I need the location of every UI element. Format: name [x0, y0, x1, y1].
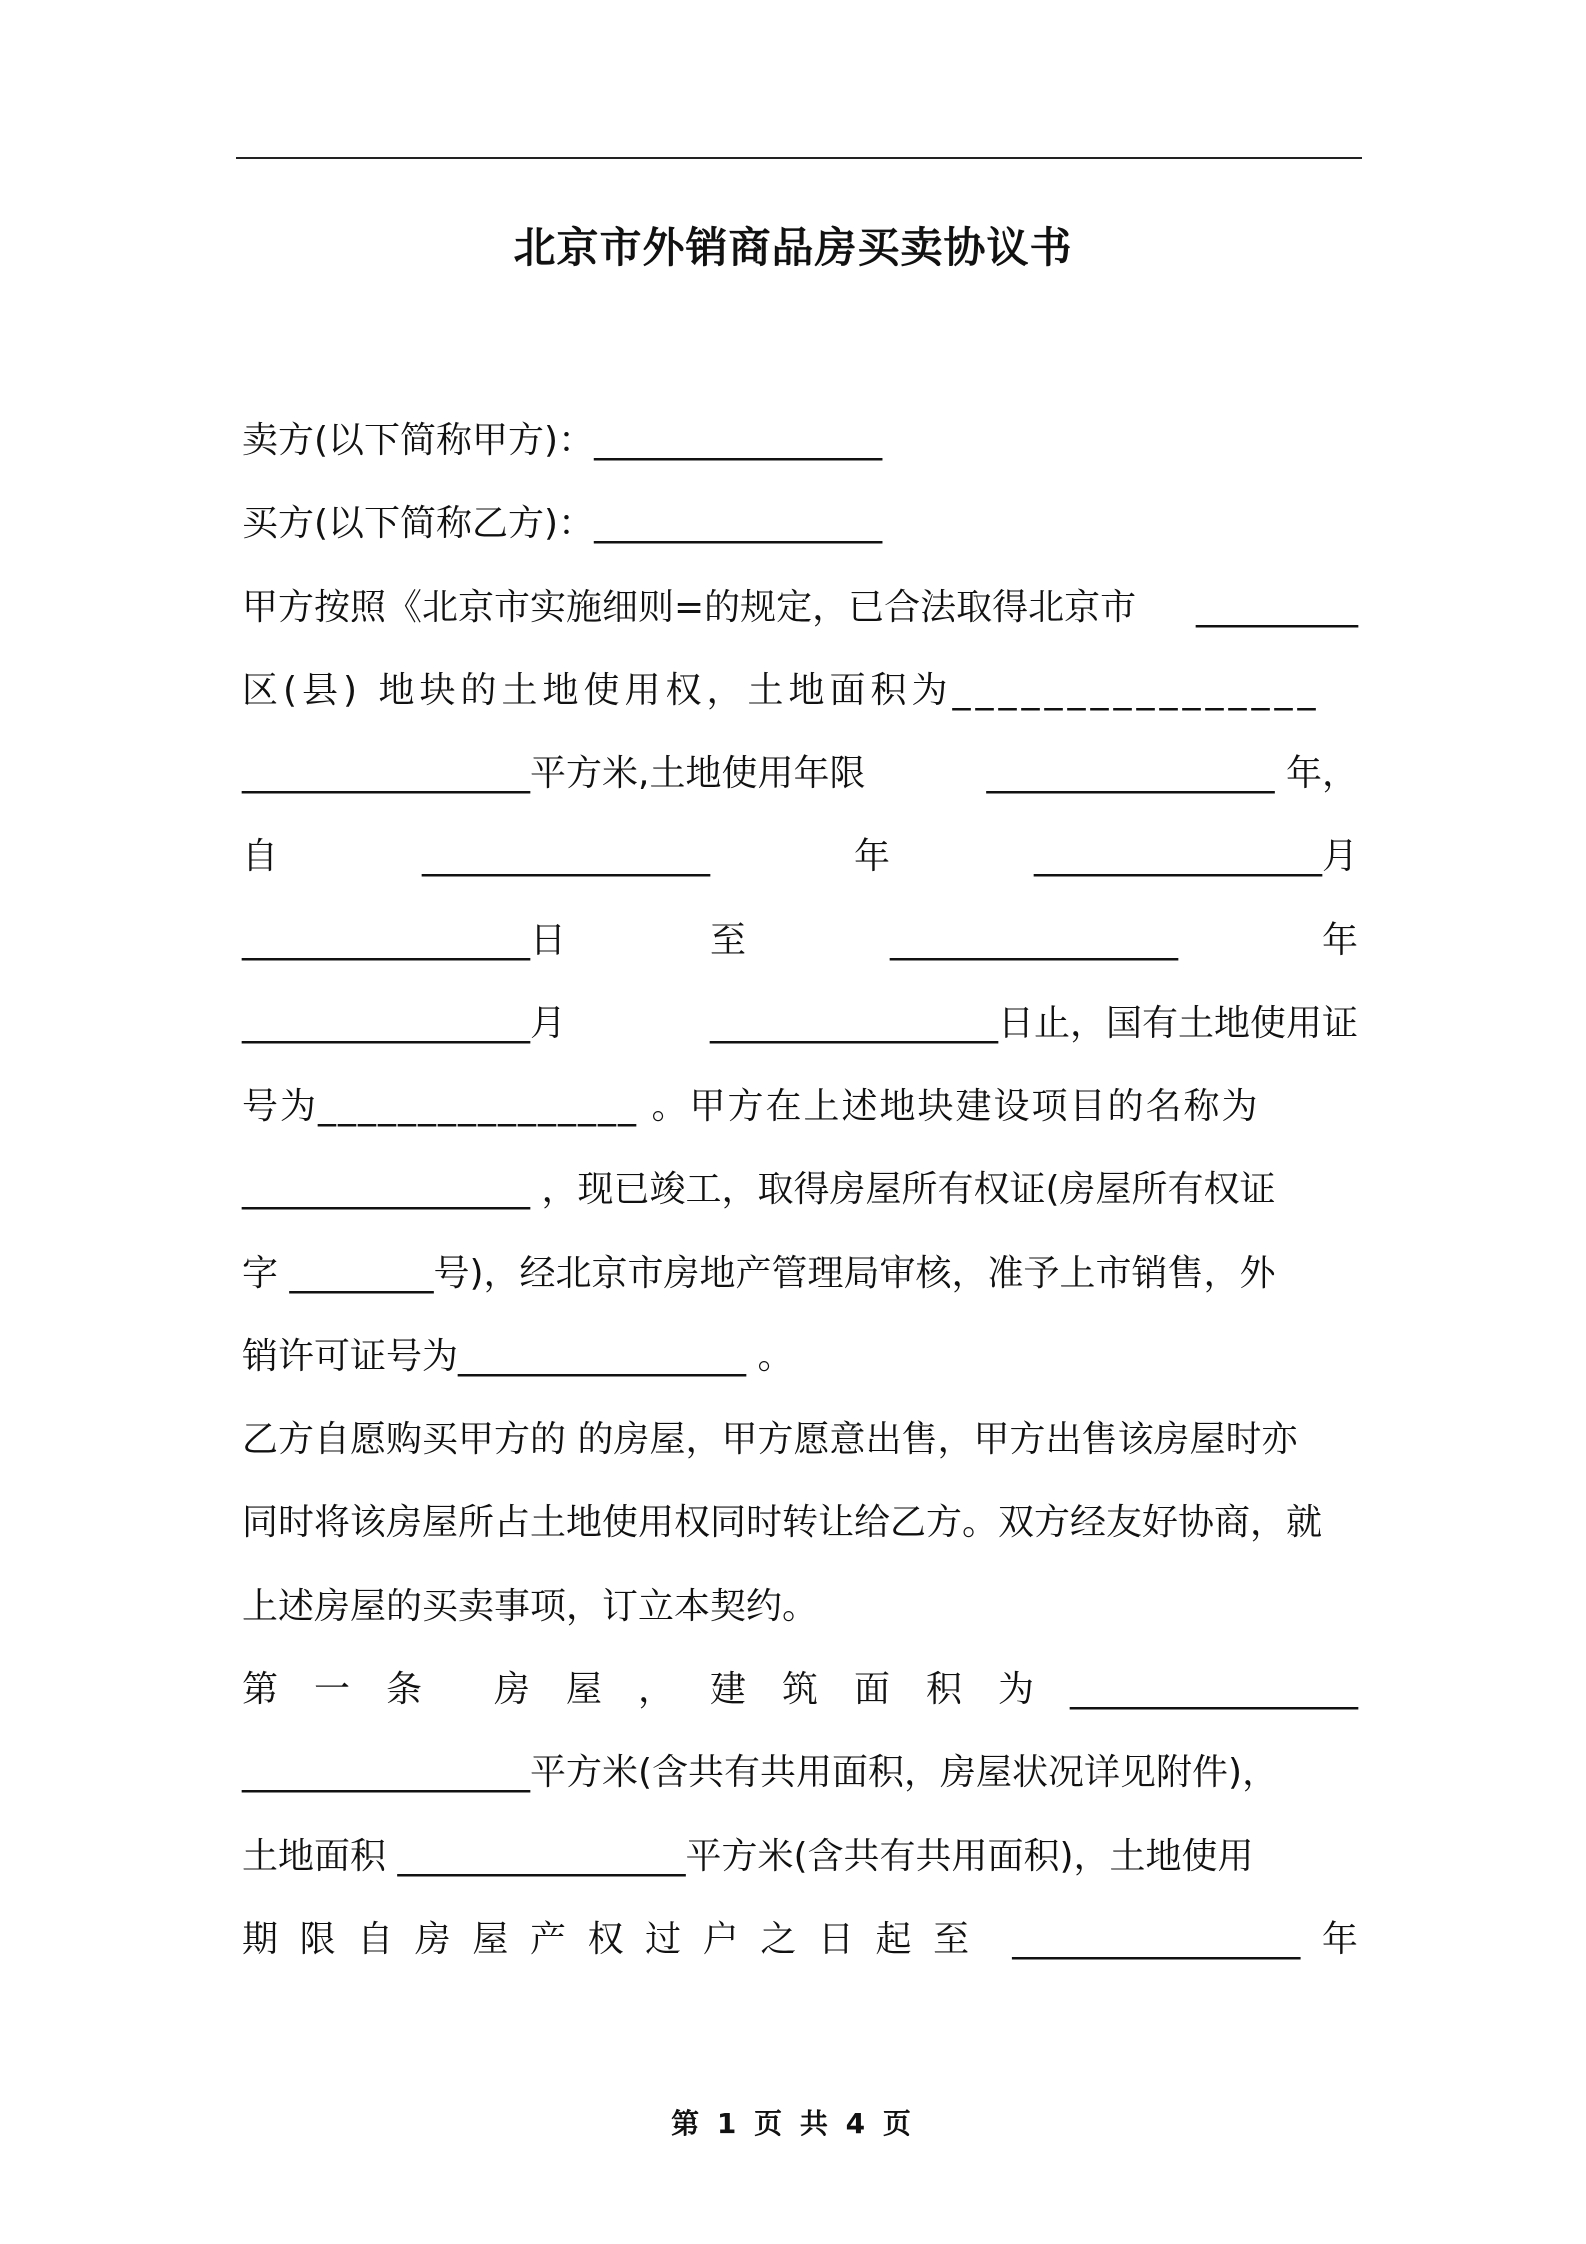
- line-char: 积: [925, 1669, 962, 1710]
- line-text: 自: [242, 836, 279, 877]
- line-text: ________________日止，国有土地使用证: [709, 1003, 1358, 1044]
- blank-field: ________________: [422, 836, 710, 877]
- blank-field: ________________月: [242, 1003, 566, 1044]
- line-char: 权: [587, 1919, 624, 1960]
- paragraph-line: 乙方自愿购买甲方的 的房屋，甲方愿意出售，甲方出售该房屋时亦: [242, 1419, 1298, 1460]
- line-char: 年: [1321, 1919, 1358, 1960]
- line-char: 自: [357, 1919, 394, 1960]
- article-one-line: [242, 1665, 1358, 1715]
- line-text: 至: [709, 920, 746, 961]
- paragraph-line: 上述房屋的买卖事项，订立本契约。: [242, 1586, 819, 1627]
- paragraph-line: [242, 583, 1358, 633]
- blank-field: ________________日: [242, 920, 566, 961]
- paragraph-line: [242, 916, 1358, 966]
- line-text: ________________ 年，: [986, 753, 1358, 794]
- paragraph-line: 同时将该房屋所占土地使用权同时转让给乙方。双方经友好协商，就: [242, 1502, 1323, 1543]
- page-footer: 第 1 页 共 4 页: [671, 2107, 915, 2140]
- paragraph-line: 号为________________ 。甲方在上述地块建设项目的名称为: [242, 1086, 1260, 1127]
- paragraph-line: [242, 999, 1358, 1049]
- line-char: 起: [875, 1919, 912, 1960]
- paragraph-line: 区(县) 地块的土地使用权，土地面积为________________: [242, 670, 1321, 711]
- line-char: 限: [299, 1919, 336, 1960]
- blank-field: ________________: [889, 920, 1178, 961]
- paragraph-line: 字 ________号)，经北京市房地产管理局审核，准予上市销售，外: [242, 1253, 1276, 1294]
- paragraph-line: 土地面积 ________________平方米(含共有共用面积)，土地使用: [242, 1836, 1254, 1877]
- paragraph-line: ________________ ，现已竣工，取得房屋所有权证(房屋所有权证: [242, 1169, 1276, 1210]
- line-char: ，: [637, 1669, 674, 1710]
- line-char: 第: [242, 1669, 279, 1710]
- paragraph-line: 销许可证号为________________ 。: [242, 1336, 794, 1377]
- line-char: 产: [529, 1919, 566, 1960]
- line-text: 年: [1321, 920, 1358, 961]
- paragraph-line: [242, 749, 1358, 799]
- line-char: 建: [709, 1669, 746, 1710]
- line-char: 房: [414, 1919, 451, 1960]
- paragraph-line: ________________平方米(含共有共用面积，房屋状况详见附件)，: [242, 1752, 1279, 1793]
- blank-field: ________________: [1012, 1919, 1301, 1960]
- line-text: 年: [853, 836, 890, 877]
- document-title: 北京市外销商品房买卖协议书: [513, 223, 1073, 272]
- line-char: 过: [645, 1919, 682, 1960]
- paragraph-line: [242, 832, 1358, 882]
- line-char: 日: [817, 1919, 854, 1960]
- line-char: 为: [997, 1669, 1034, 1710]
- line-text: 甲方按照《北京市实施细则=的规定，已合法取得北京市: [242, 587, 1137, 628]
- blank-field: ________________: [1069, 1669, 1358, 1710]
- line-char: 屋: [472, 1919, 509, 1960]
- line-char: 筑: [781, 1669, 818, 1710]
- buyer-line: 买方(以下简称乙方)：________________: [242, 503, 883, 544]
- line-char: 条: [386, 1669, 423, 1710]
- line-char: 一: [314, 1669, 351, 1710]
- line-text: ________________平方米,土地使用年限: [242, 753, 866, 794]
- line-char: 面: [853, 1669, 890, 1710]
- seller-line: 卖方(以下简称甲方)：________________: [242, 420, 883, 461]
- line-char: 户: [702, 1919, 739, 1960]
- line-char: 房: [493, 1669, 530, 1710]
- line-char: 至: [933, 1919, 970, 1960]
- blank-field: _________: [1196, 587, 1358, 628]
- blank-field: ________________月: [1033, 836, 1358, 877]
- header-rule: [236, 157, 1362, 159]
- line-char: 之: [760, 1919, 797, 1960]
- line-char: 屋: [565, 1669, 602, 1710]
- paragraph-line: [242, 1915, 1358, 1965]
- line-char: 期: [242, 1919, 279, 1960]
